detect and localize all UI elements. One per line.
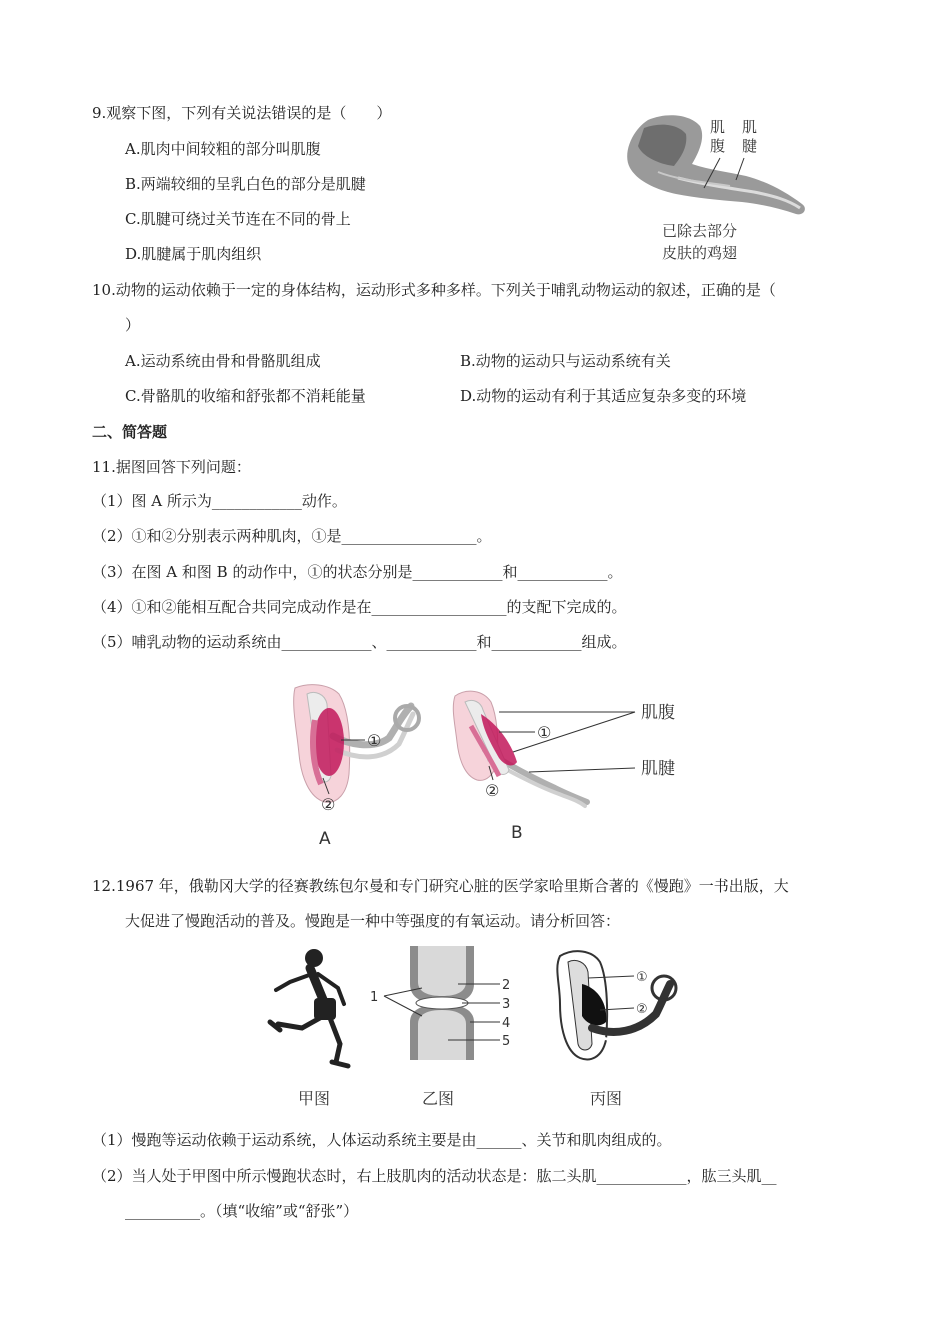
q10-stem: 10.动物的运动依赖于一定的身体结构，运动形式多种多样。下列关于哺乳动物运动的叙述，正确的是（ [92, 281, 776, 299]
q10-option-c: C.骨骼肌的收缩和舒张都不消耗能量 [125, 387, 366, 405]
joint-label-2: 2 [502, 978, 511, 993]
wing-caption-2: 皮肤的鸡翅 [662, 244, 738, 262]
caption-yi: 乙图 [422, 1089, 455, 1108]
q11-item-2: （2）①和②分别表示两种肌肉，①是__________________。 [92, 527, 492, 545]
arm-bw-marker-2: ② [636, 1002, 648, 1017]
joint-label-5: 5 [502, 1034, 511, 1049]
wing-caption-1: 已除去部分 [662, 222, 738, 240]
wing-label-belly-2: 腹 [710, 137, 726, 155]
wing-label-belly-1: 肌 [710, 118, 726, 136]
q10-option-a: A.运动系统由骨和骨骼肌组成 [125, 352, 321, 370]
q10-option-b: B.动物的运动只与运动系统有关 [460, 352, 671, 370]
arm-a-caption: A [319, 829, 331, 849]
arm-b-label-tendon: 肌腱 [641, 759, 675, 779]
wing-label-tendon-1: 肌 [742, 118, 758, 136]
q11-item-3: （3）在图 A 和图 B 的动作中，①的状态分别是____________和____________。 [92, 563, 623, 581]
q9-option-b: B.两端较细的呈乳白色的部分是肌腱 [125, 175, 366, 193]
arm-a-marker-2: ② [321, 795, 336, 814]
wing-label-tendon-2: 腱 [742, 137, 758, 155]
q11-item-1: （1）图 A 所示为____________动作。 [92, 492, 347, 510]
arm-bw-marker-1: ① [636, 970, 648, 985]
joint-label-3: 3 [502, 997, 511, 1012]
arm-a-marker-1: ① [367, 731, 382, 750]
caption-jia: 甲图 [298, 1089, 331, 1108]
q12-stem-line1: 12.1967 年，俄勒冈大学的径赛教练包尔曼和专门研究心脏的医学家哈里斯合著的《慢跑》一书出版，大 [92, 877, 789, 895]
chicken-wing-figure [618, 108, 818, 268]
q11-item-4: （4）①和②能相互配合共同完成动作是在__________________的支配下完成的。 [92, 598, 627, 616]
q9-option-d: D.肌腱属于肌肉组织 [125, 245, 262, 263]
arm-muscle-figure [285, 680, 690, 850]
q10-stem-end: ） [125, 316, 141, 334]
arm-b-caption: B [511, 823, 523, 843]
joint-label-4: 4 [502, 1016, 511, 1031]
q9-stem: 9.观察下图，下列有关说法错误的是（ ） [92, 104, 392, 122]
joint-drawing [370, 946, 510, 1060]
q10-option-d: D.动物的运动有利于其适应复杂多变的环境 [460, 387, 747, 405]
section-title: 二、简答题 [92, 423, 168, 441]
joint-label-1: 1 [370, 990, 379, 1005]
arm-b-marker-2: ② [485, 781, 500, 800]
arm-bw-drawing [557, 951, 676, 1059]
arm-b-marker-1: ① [537, 723, 552, 742]
q12-figure [262, 944, 702, 1112]
runner-drawing [270, 949, 348, 1066]
q11-item-5: （5）哺乳动物的运动系统由____________、____________和____________组成。 [92, 633, 627, 651]
arm-b-label-belly: 肌腹 [641, 703, 675, 723]
arm-b-drawing [453, 691, 675, 806]
arm-a-drawing [294, 685, 419, 814]
q12-item-2-cont: __________。（填“收缩”或“舒张”） [125, 1202, 359, 1220]
q12-stem-line2: 大促进了慢跑活动的普及。慢跑是一种中等强度的有氧运动。请分析回答： [125, 912, 621, 930]
caption-bing: 丙图 [590, 1089, 623, 1108]
q12-item-1: （1）慢跑等运动依赖于运动系统，人体运动系统主要是由______、关节和肌肉组成的。 [92, 1131, 672, 1149]
q11-stem: 11.据图回答下列问题： [92, 458, 251, 476]
q9-option-c: C.肌腱可绕过关节连在不同的骨上 [125, 210, 351, 228]
q12-item-2: （2）当人处于甲图中所示慢跑状态时，右上肢肌肉的活动状态是：肱二头肌____________，肱三头肌__ [92, 1167, 777, 1185]
q9-option-a: A.肌肉中间较粗的部分叫肌腹 [125, 140, 321, 158]
